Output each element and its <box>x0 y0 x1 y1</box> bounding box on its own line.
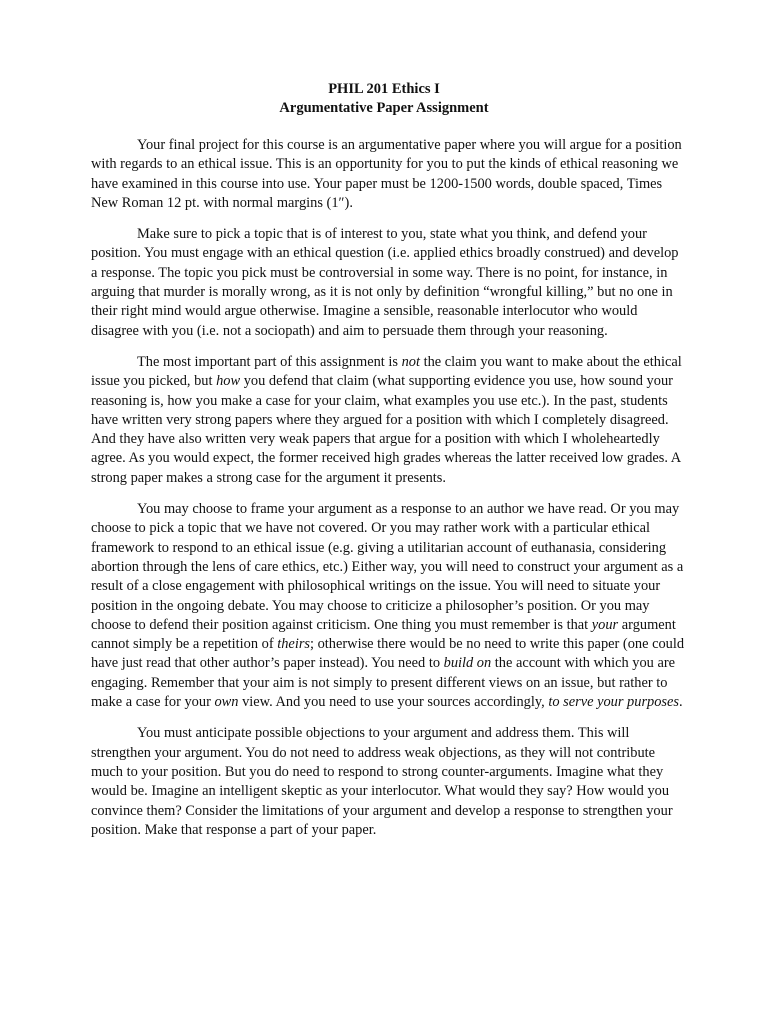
emphasis-build-on: build on <box>443 655 492 672</box>
emphasis-your: your <box>591 616 619 633</box>
paragraph-1: Your final project for this course is an argumentative paper where you will argue for a position with regards to an ethical issue. This is an opportunity for you to put the kinds of ethical reasoning we have examined in this course into use. Your paper must be 1200-1500 words, double spaced, Times New Roman 12 pt. with normal margins (1″). <box>91 137 682 211</box>
paragraph-4-text: ; otherwise there would be no need to write this paper (one could have just read that other author’s paper instead). You need to <box>91 636 685 672</box>
paragraph-4 <box>91 500 685 712</box>
emphasis-not: not <box>401 353 420 370</box>
emphasis-theirs: theirs <box>277 636 311 653</box>
emphasis-own: own <box>214 694 239 711</box>
document-header <box>0 80 768 118</box>
paragraph-4-text: argument cannot simply be a repetition of <box>91 616 676 653</box>
paragraph-3-text: The most important part of this assignment is <box>137 353 402 370</box>
course-title: PHIL 201 Ethics I <box>328 81 440 97</box>
assignment-title: Argumentative Paper Assignment <box>279 100 489 116</box>
paragraph-4-text: You may choose to frame your argument as a response to an author we have read. Or you may choose to pick a topic that we have not covered. Or you may rather work with a particular ethical framework to respond to an ethical issue (e.g. giving a utilitarian account of euthanasia, considering abortion through the lens of care ethics, etc.) Either way, you will need to construct your argument as a result of a close engagement with philosophical writings on the issue. You will need to situate your position in the ongoing debate. You may choose to criticize a philosopher’s position. Or you may choose to defend their position against criticism. One thing you must remember is that <box>91 501 684 633</box>
paragraph-4-text: the account with which you are engaging. Remember that your aim is not simply to present different views on an issue, but rather to make a case for your <box>91 655 676 711</box>
paragraph-5: You must anticipate possible objections to your argument and address them. This will strengthen your argument. You do not need to address weak objections, as they will not contribute much to your position. But you do need to respond to strong counter-arguments. Imagine what they would be. Imagine an intelligent skeptic as your interlocutor. What would they say? How would you convince them? Consider the limitations of your argument and develop a response to strengthen your position. Make that response a part of your paper. <box>91 725 673 838</box>
paragraph-3-text: the claim you want to make about the ethical issue you picked, but <box>91 353 682 390</box>
paragraph-3-text: you defend that claim (what supporting evidence you use, how sound your reasoning is, how you make a case for your claim, what examples you use etc.). In the past, students have written very strong papers where they argued for a position with which I completely disagreed. And they have also written very weak papers that argue for a position with which I wholeheartedly agree. As you would expect, the former received high grades whereas the latter received low grades. A strong paper makes a strong case for the argument it presents. <box>91 373 681 486</box>
emphasis-how: how <box>216 373 241 390</box>
paragraph-3 <box>91 353 685 488</box>
paragraph-2: Make sure to pick a topic that is of interest to you, state what you think, and defend your position. You must engage with an ethical question (i.e. applied ethics broadly construed) and develop a response. The topic you pick must be controversial in some way. There is no point, for instance, in arguing that murder is morally wrong, as it is not only by definition “wrongful killing,” but no one in their right mind would argue otherwise. Imagine a sensible, reasonable interlocutor who would disagree with you (i.e. not a sociopath) and aim to persuade them through your reasoning. <box>91 226 679 339</box>
paragraph-4-text: view. And you need to use your sources accordingly, <box>238 694 549 711</box>
emphasis-to-serve-your-purposes: to serve your purposes <box>548 694 680 711</box>
paragraph-4-text: . <box>679 694 683 711</box>
document-body <box>91 136 685 852</box>
